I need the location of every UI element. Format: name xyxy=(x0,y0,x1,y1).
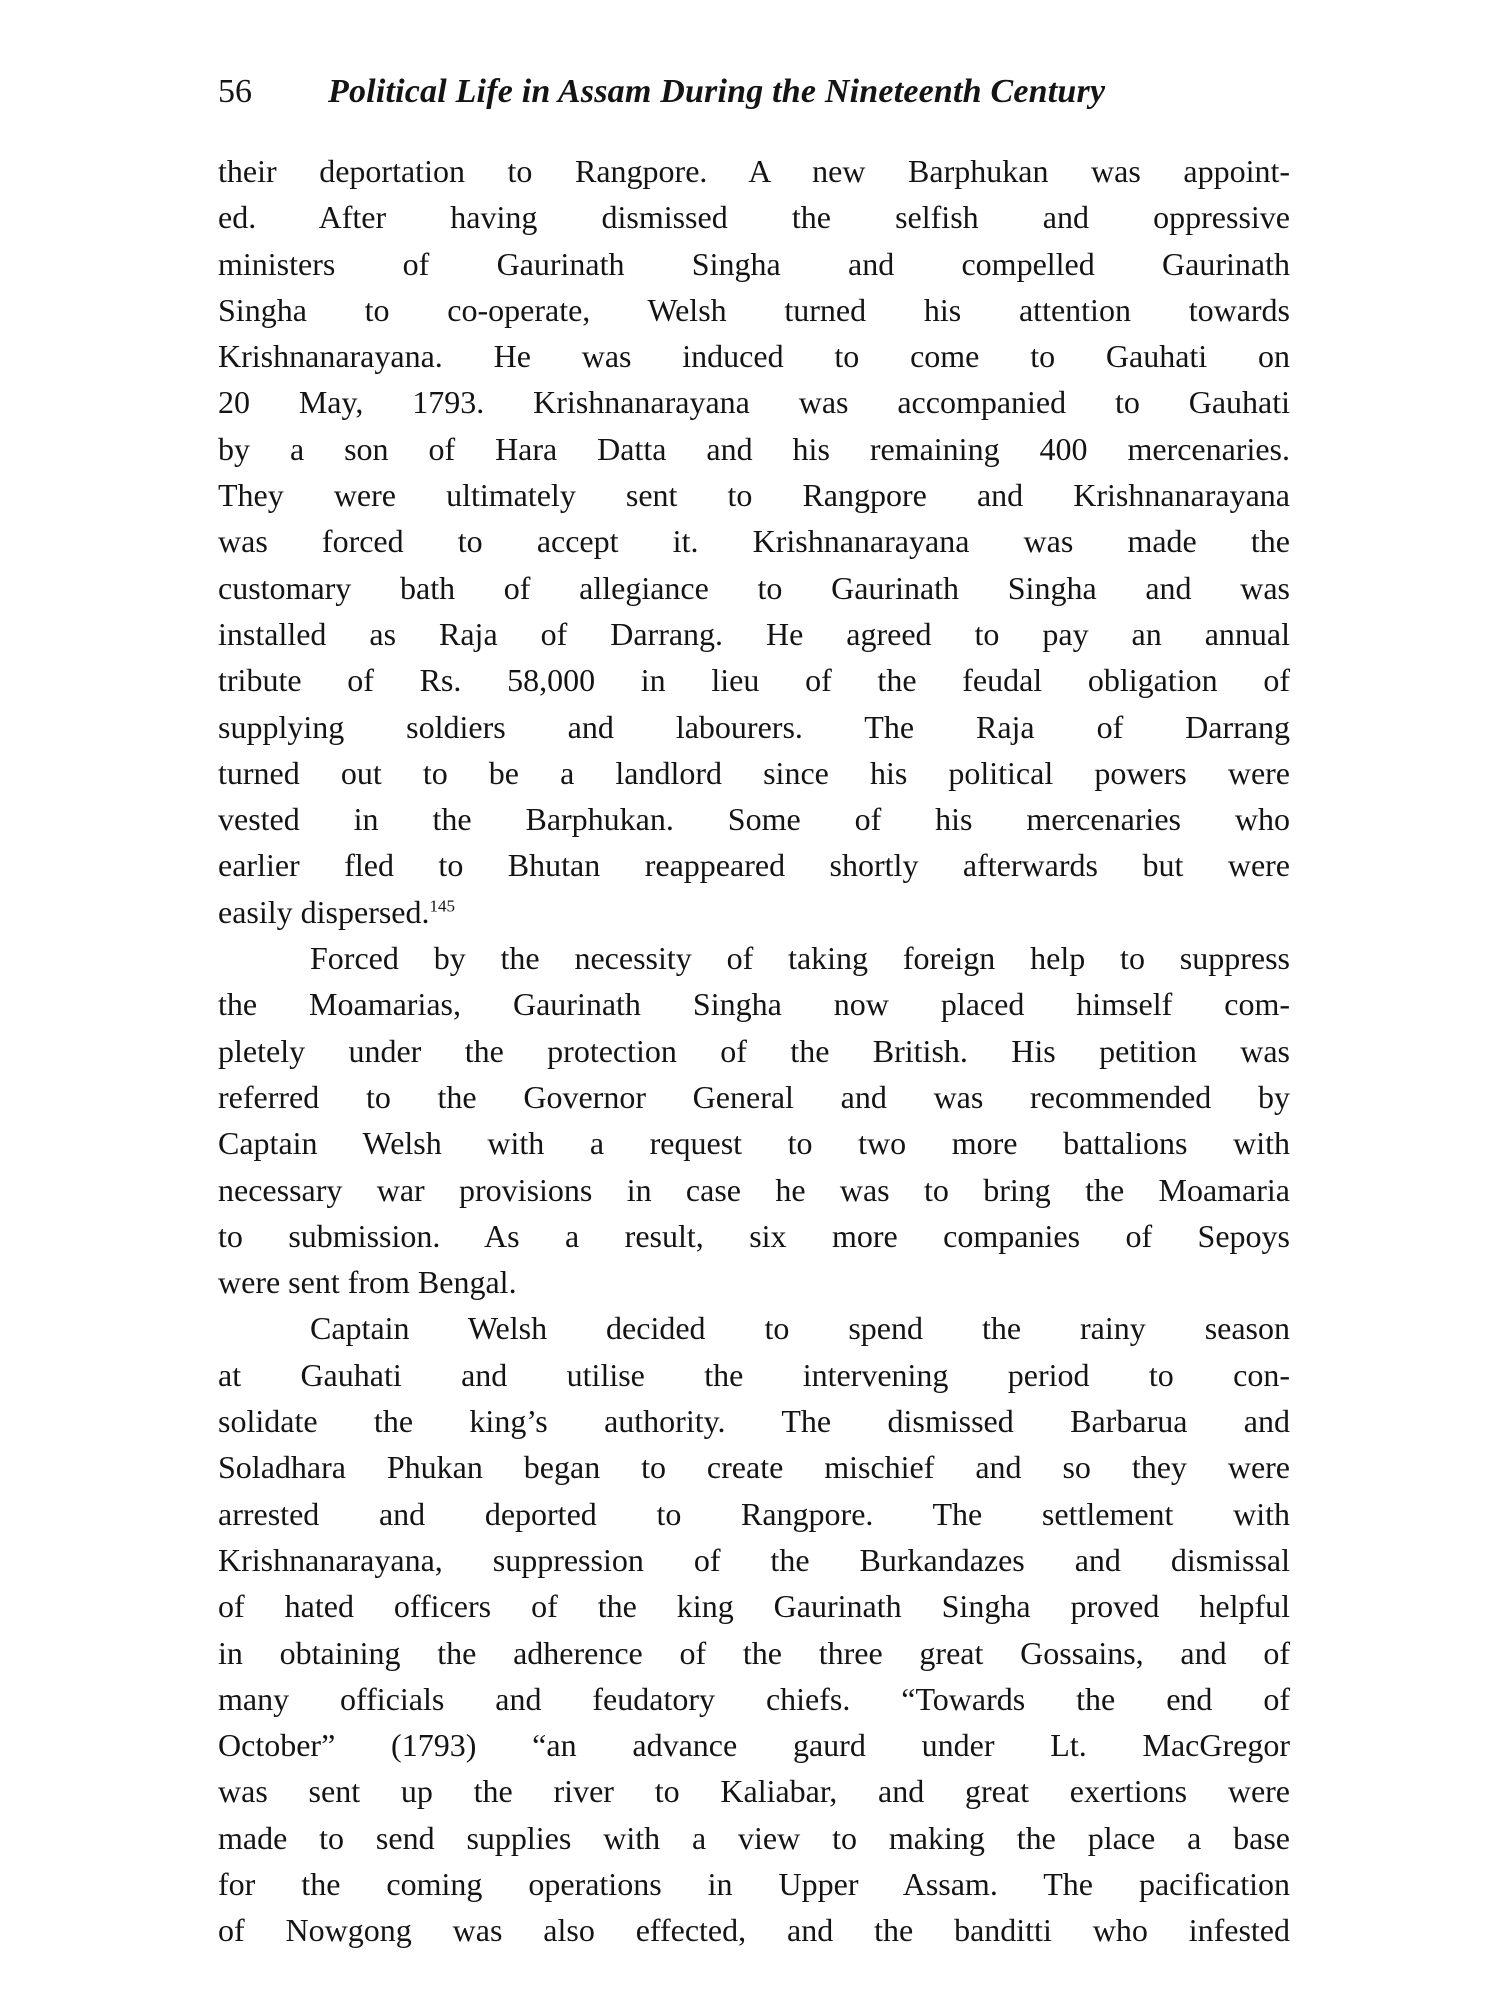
text-line xyxy=(218,889,1290,935)
text-line: Singha to co-operate, Welsh turned his attention towards xyxy=(218,291,1290,328)
page-header xyxy=(218,72,1248,122)
text-line: many officials and feudatory chiefs. “Towards the end of xyxy=(218,1680,1290,1717)
text-line: was forced to accept it. Krishnanarayana was made the xyxy=(218,523,1290,560)
text-line: 20 May, 1793. Krishnanarayana was accompanied to Gauhati xyxy=(218,384,1290,421)
text-line: were sent from Bengal. xyxy=(218,1264,517,1301)
text-line: for the coming operations in Upper Assam. The pacification xyxy=(218,1865,1290,1902)
text-line: supplying soldiers and labourers. The Raja of Darrang xyxy=(218,708,1290,745)
text-line: customary bath of allegiance to Gaurinath Singha and was xyxy=(218,569,1290,606)
running-title: Political Life in Assam During the Nineteenth Century xyxy=(328,73,1106,110)
text-line: installed as Raja of Darrang. He agreed to pay an annual xyxy=(218,615,1290,652)
text-line: Forced by the necessity of taking foreign help to suppress xyxy=(310,940,1290,977)
page-number: 56 xyxy=(218,73,252,110)
text-line: was sent up the river to Kaliabar, and great exertions were xyxy=(218,1773,1290,1810)
text-line: made to send supplies with a view to making the place a base xyxy=(218,1819,1290,1856)
text-line: ed. After having dismissed the selfish and oppressive xyxy=(218,199,1290,236)
text-line: Captain Welsh decided to spend the rainy season xyxy=(310,1310,1290,1347)
text-line: pletely under the protection of the British. His petition was xyxy=(218,1032,1290,1069)
text-line: by a son of Hara Datta and his remaining 400 mercenaries. xyxy=(218,430,1290,467)
text-line: of hated officers of the king Gaurinath Singha proved helpful xyxy=(218,1588,1290,1625)
text-line-content: easily dispersed. xyxy=(218,893,430,930)
body-text xyxy=(218,148,1290,1954)
footnote-reference: 145 xyxy=(429,896,455,916)
text-line: ministers of Gaurinath Singha and compelled Gaurinath xyxy=(218,245,1290,282)
text-line: solidate the king’s authority. The dismissed Barbarua and xyxy=(218,1403,1290,1440)
text-line: necessary war provisions in case he was to bring the Moamaria xyxy=(218,1171,1290,1208)
text-line: the Moamarias, Gaurinath Singha now placed himself com- xyxy=(218,986,1290,1023)
text-line: arrested and deported to Rangpore. The settlement with xyxy=(218,1495,1290,1532)
text-line: October” (1793) “an advance gaurd under Lt. MacGregor xyxy=(218,1727,1290,1764)
text-line: Soladhara Phukan began to create mischief and so they were xyxy=(218,1449,1290,1486)
text-line: their deportation to Rangpore. A new Barphukan was appoint- xyxy=(218,153,1290,189)
text-line: Krishnanarayana, suppression of the Burkandazes and dismissal xyxy=(218,1541,1290,1578)
text-line: at Gauhati and utilise the intervening period to con- xyxy=(218,1356,1290,1393)
text-line: vested in the Barphukan. Some of his mercenaries who xyxy=(218,801,1290,838)
text-line: Krishnanarayana. He was induced to come to Gauhati on xyxy=(218,338,1290,375)
text-line: in obtaining the adherence of the three great Gossains, and of xyxy=(218,1634,1290,1671)
text-line: Captain Welsh with a request to two more battalions with xyxy=(218,1125,1290,1162)
text-line: tribute of Rs. 58,000 in lieu of the feudal obligation of xyxy=(218,662,1290,699)
text-line: of Nowgong was also effected, and the banditti who infested xyxy=(218,1912,1290,1949)
text-line: turned out to be a landlord since his political powers were xyxy=(218,754,1290,791)
text-line: earlier fled to Bhutan reappeared shortly afterwards but were xyxy=(218,847,1290,884)
text-line: They were ultimately sent to Rangpore and Krishnanarayana xyxy=(218,477,1290,514)
text-line: referred to the Governor General and was recommended by xyxy=(218,1078,1290,1115)
text-line: to submission. As a result, six more companies of Sepoys xyxy=(218,1217,1290,1254)
